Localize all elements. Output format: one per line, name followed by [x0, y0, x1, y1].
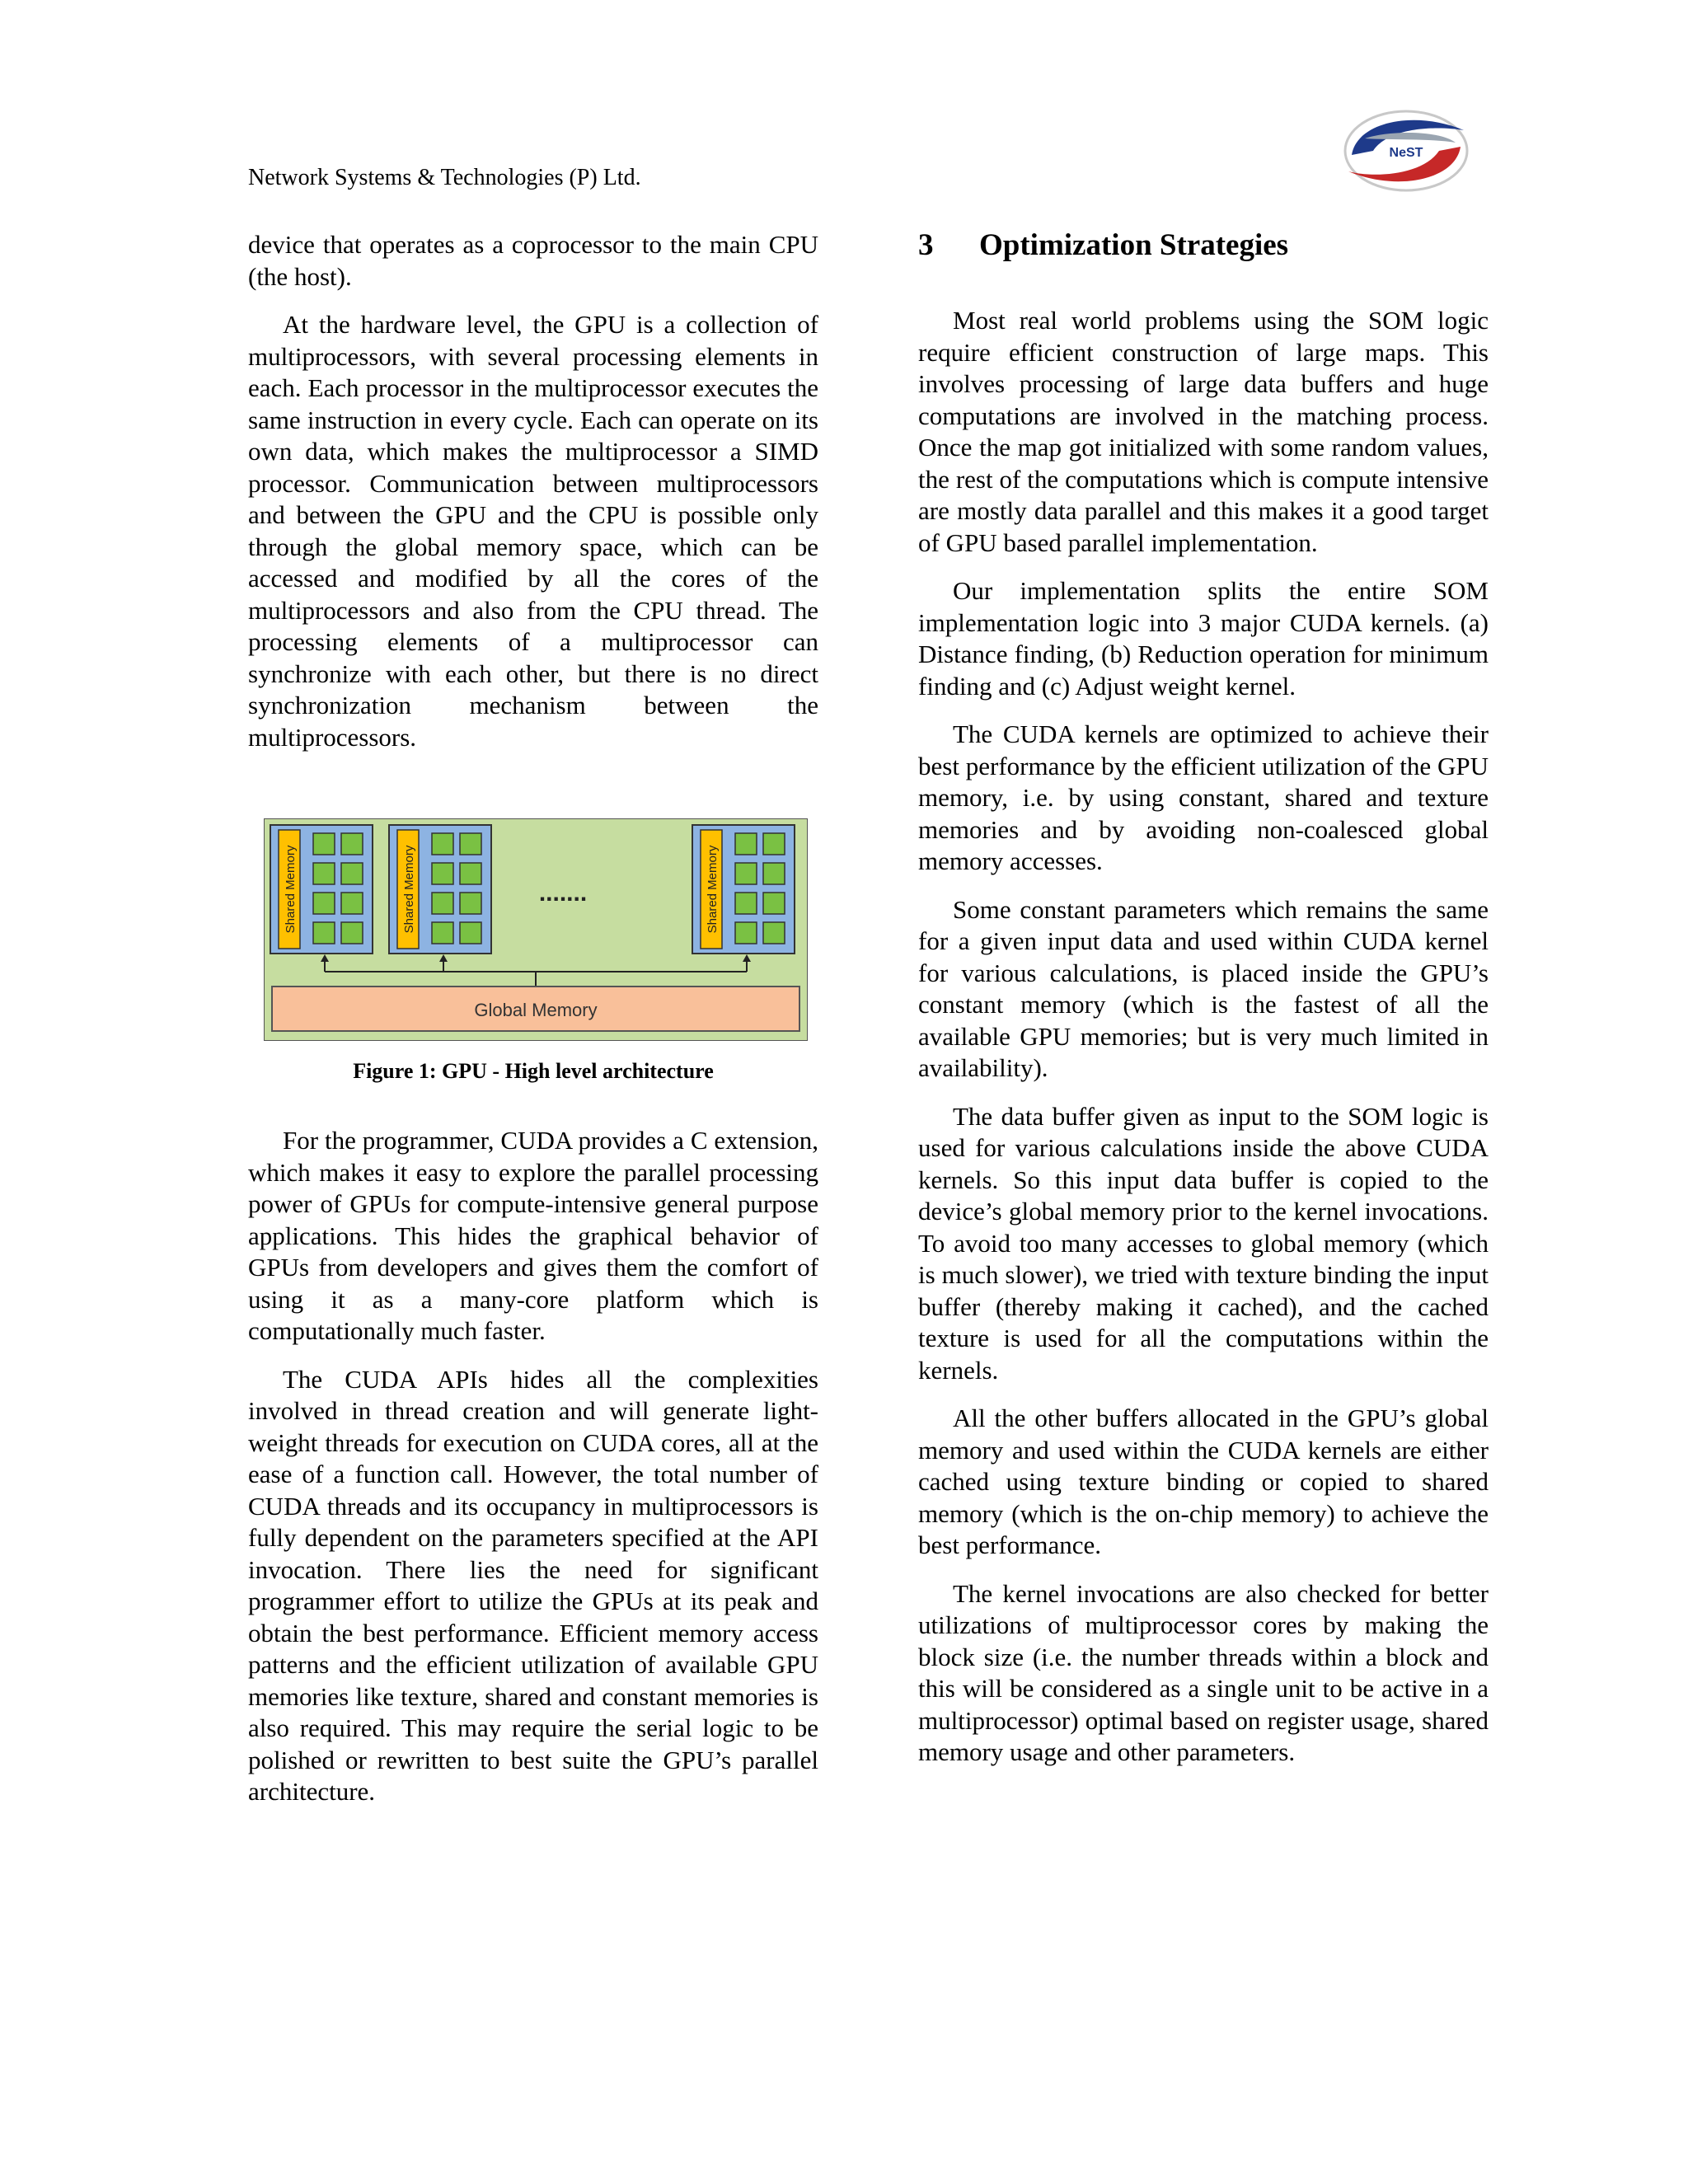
processor-cell: [432, 833, 453, 855]
section-title: Optimization Strategies: [979, 228, 1289, 262]
processor-cell: [341, 863, 363, 884]
ellipsis-text: .......: [538, 879, 588, 907]
processor-cell: [735, 893, 757, 914]
multiprocessor-block: [389, 825, 491, 954]
paragraph: Some constant parameters which remains the same for a given input data and used within CUDA kernel for various calculations, is placed inside the GPU’s constant memory (which is the fastest of all the available GPU memories; but is very much limited in availability).: [918, 894, 1489, 1082]
company-name: Network Systems & Technologies (P) Ltd.: [248, 165, 641, 190]
processor-cell: [763, 863, 785, 884]
processor-cell: [460, 893, 481, 914]
processor-cell: [313, 863, 335, 884]
processor-cell: [460, 863, 481, 884]
processor-cell: [341, 833, 363, 855]
company-logo: [1340, 105, 1472, 196]
section-number: 3: [918, 228, 934, 262]
paragraph: The data buffer given as input to the SOM logic is used for various calculations inside the above CUDA kernels. So this input data buffer is copied to the device’s global memory prior to the kernel invocations. To avoid too many accesses to global memory (which is much slower), we tried with texture binding the input buffer (thereby making it cached), and the cached texture is used for all the computations within the kernels.: [918, 1101, 1489, 1385]
shared-memory-label: Shared Memory: [402, 845, 416, 934]
paragraph: device that operates as a coprocessor to the main CPU (the host).: [248, 230, 818, 291]
multiprocessor-block: [270, 825, 373, 954]
processor-cell: [432, 922, 453, 944]
processor-cell: [460, 922, 481, 944]
gpu-architecture-figure: [264, 818, 808, 1041]
processor-cell: [735, 833, 757, 855]
figure-caption: Figure 1: GPU - High level architecture: [353, 1059, 714, 1083]
processor-cell: [763, 922, 785, 944]
multiprocessor-block: [692, 825, 795, 954]
processor-cell: [313, 833, 335, 855]
processor-cell: [313, 893, 335, 914]
paragraph: Our implementation splits the entire SOM implementation logic into 3 major CUDA kernels. (a) Distance finding, (b) Reduction operation for minimum finding and (c) Adjust weight kernel.: [918, 576, 1489, 701]
paragraph: At the hardware level, the GPU is a collection of multiprocessors, with several processing elements in each. Each processor in the multiprocessor executes the same instruction in every cycle. Each can operate on its own data, which makes the multiprocessor a SIMD processor. Communication between multiprocessors and between the GPU and the CPU is possible only through the global memory space, which can be accessed and modified by all the cores of the multiprocessors and also from the CPU thread. The processing elements of a multiprocessor can synchronize with each other, but there is no direct synchronization mechanism between the multiprocessors.: [248, 310, 818, 752]
processor-cell: [735, 863, 757, 884]
processor-cell: [432, 863, 453, 884]
processor-cell: [763, 833, 785, 855]
paragraph: All the other buffers allocated in the GPU’s global memory and used within the CUDA kernels are either cached using texture binding or copied to shared memory (which is the on-chip memory) to achieve the best performance.: [918, 1404, 1489, 1559]
logo-text: NeST: [1389, 146, 1423, 160]
shared-memory-label: Shared Memory: [284, 845, 298, 934]
shared-memory-label: Shared Memory: [706, 845, 720, 934]
paragraph: The CUDA APIs hides all the complexities involved in thread creation and will generate light-weight threads for execution on CUDA cores, all at the ease of a function call. However, the total number of CUDA threads and its occupancy in multiprocessors is fully dependent on the parameters specified at the API invocation. There lies the need for significant programmer effort to utilize the GPUs at its peak and obtain the best performance. Efficient memory access patterns and the efficient utilization of available GPU memories like texture, shared and constant memories is also required. This may require the serial logic to be polished or rewritten to best suite the GPU’s parallel architecture.: [248, 1364, 818, 1806]
paragraph: The CUDA kernels are optimized to achieve their best performance by the efficient utilization of the GPU memory, i.e. by using constant, shared and texture memories and by avoiding non-coalesced global memory accesses.: [918, 719, 1489, 875]
left-column-top: [248, 229, 818, 770]
left-column-bottom: [248, 1125, 818, 1825]
processor-cell: [341, 922, 363, 944]
section-heading: [918, 227, 1288, 263]
global-memory-label: Global Memory: [474, 1000, 598, 1020]
paragraph: For the programmer, CUDA provides a C extension, which makes it easy to explore the parallel processing power of GPUs for compute-intensive general purpose applications. This hides the graphical behavior of GPUs from developers and gives them the comfort of using it as a many-core platform which is computationally much faster.: [248, 1126, 818, 1345]
paragraph: The kernel invocations are also checked for better utilizations of multiprocessor cores by making the block size (i.e. the number threads within a block and this will be considered as a single unit to be active in a multiprocessor) optimal based on register usage, shared memory usage and other parameters.: [918, 1578, 1489, 1766]
processor-cell: [735, 922, 757, 944]
processor-cell: [341, 893, 363, 914]
processor-cell: [313, 922, 335, 944]
processor-cell: [460, 833, 481, 855]
processor-cell: [763, 893, 785, 914]
right-column: [918, 305, 1489, 1785]
paragraph: Most real world problems using the SOM logic require efficient construction of large maps. This involves processing of large data buffers and huge computations are involved in the matching process. Once the map got initialized with some random values, the rest of the computations which is compute intensive are mostly data parallel and this makes it a good target of GPU based parallel implementation.: [918, 306, 1489, 557]
processor-cell: [432, 893, 453, 914]
